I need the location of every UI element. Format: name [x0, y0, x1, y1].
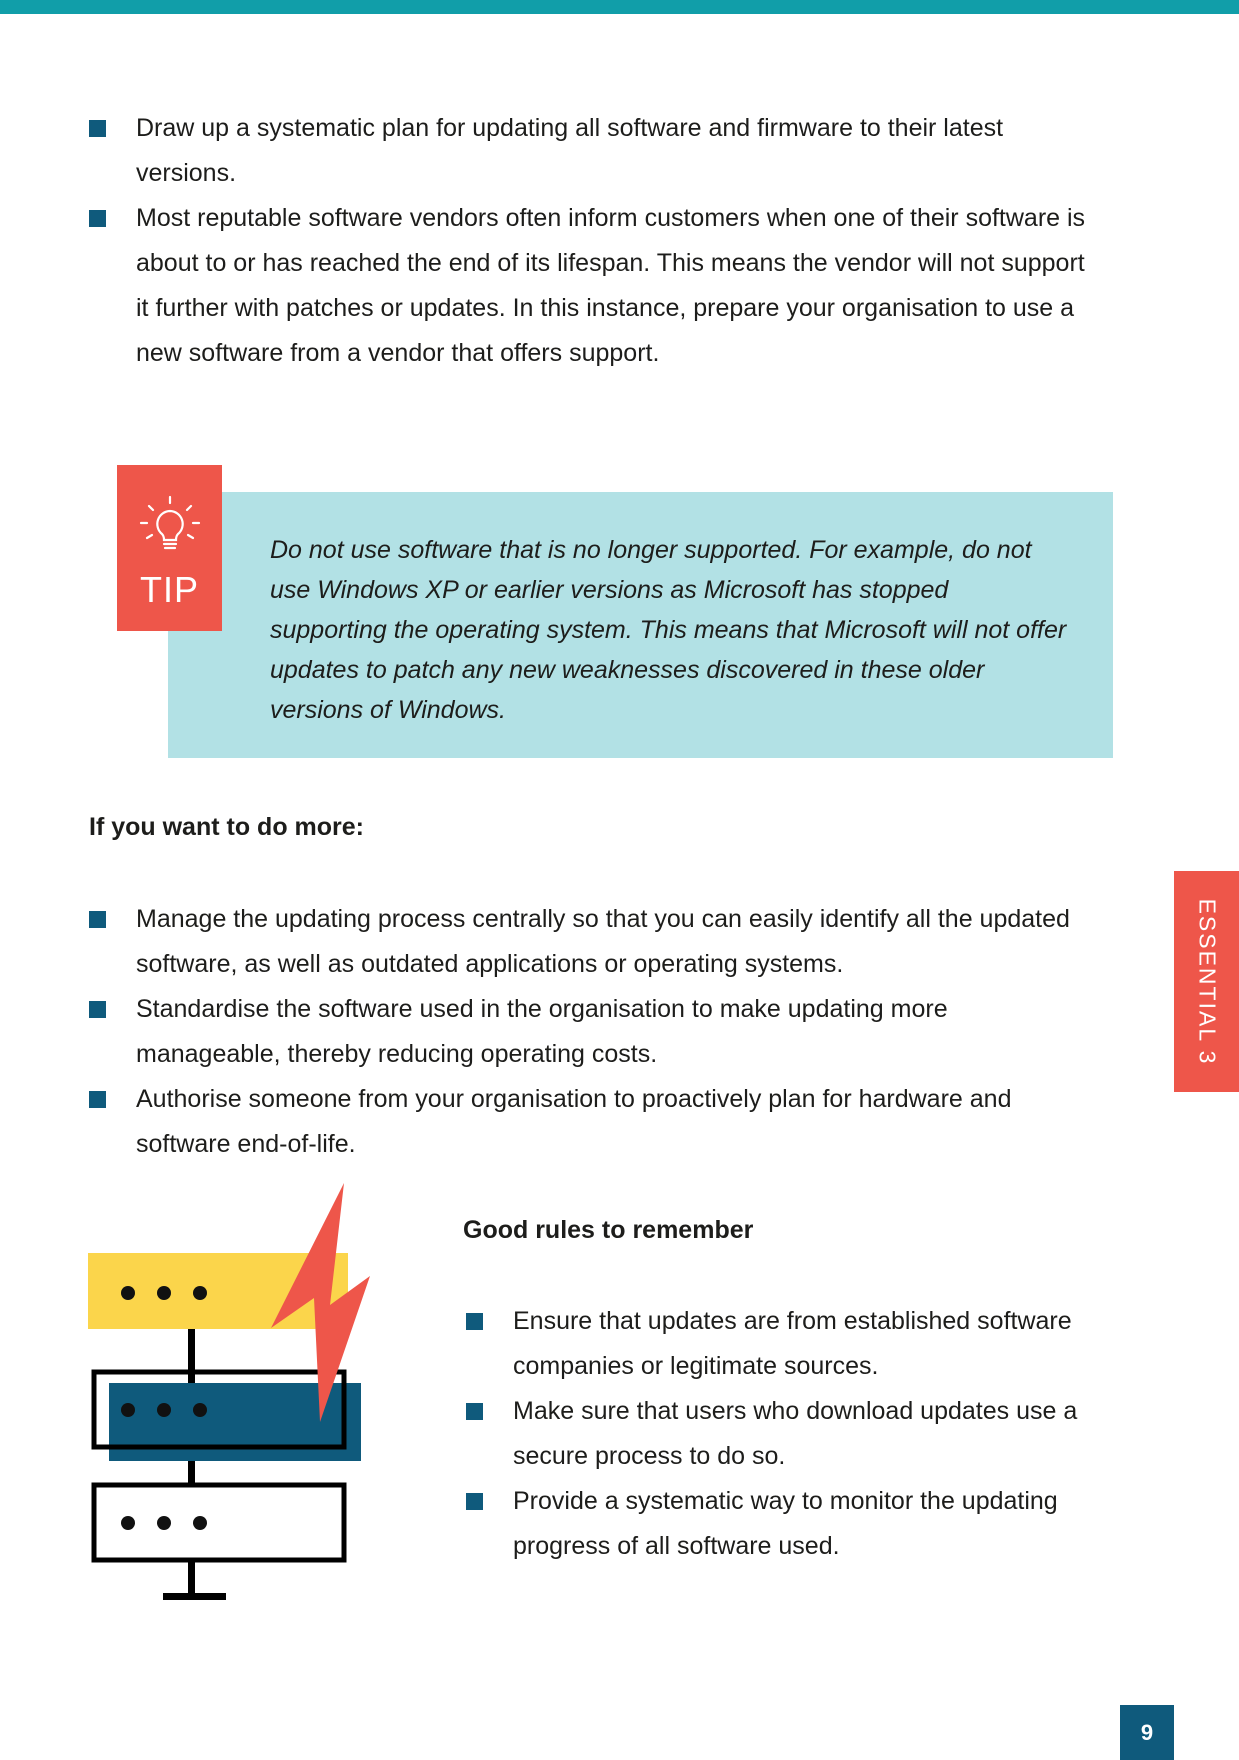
page-number: 9	[1120, 1705, 1174, 1760]
list-item	[89, 196, 1089, 376]
list-item-text: Draw up a systematic plan for updating all software and firmware to their latest versions.	[136, 114, 1004, 187]
square-bullet-icon	[89, 1091, 106, 1108]
side-tab-label: ESSENTIAL 3	[1194, 898, 1220, 1065]
list-item	[466, 1479, 1106, 1569]
list-item-text: Standardise the software used in the organisation to make updating more manageable, thereby reducing operating costs.	[136, 995, 948, 1068]
square-bullet-icon	[466, 1313, 483, 1330]
list-item	[89, 987, 1089, 1077]
section-side-tab	[1174, 871, 1239, 1092]
list-item-text: Ensure that updates are from established software companies or legitimate sources.	[513, 1307, 1072, 1380]
more-heading: If you want to do more:	[89, 813, 364, 841]
tip-box	[168, 492, 1113, 758]
tip-label: TIP	[139, 569, 199, 610]
server-lightning-illustration	[86, 1180, 386, 1610]
square-bullet-icon	[89, 1001, 106, 1018]
tip-badge	[117, 465, 222, 631]
rules-heading: Good rules to remember	[463, 1216, 754, 1244]
list-item	[466, 1299, 1106, 1389]
list-item	[89, 106, 1089, 196]
list-item-text: Manage the updating process centrally so that you can easily identify all the updated software, as well as outdated applications or operating systems.	[136, 905, 1070, 978]
square-bullet-icon	[89, 911, 106, 928]
list-item	[89, 1077, 1089, 1167]
list-item-text: Authorise someone from your organisation to proactively plan for hardware and software end-of-life.	[136, 1085, 1012, 1158]
list-item-text: Make sure that users who download updates use a secure process to do so.	[513, 1397, 1078, 1470]
square-bullet-icon	[89, 210, 106, 227]
bullet-list-top	[89, 106, 1089, 376]
list-item-text: Provide a systematic way to monitor the updating progress of all software used.	[513, 1487, 1058, 1560]
square-bullet-icon	[89, 120, 106, 137]
bullet-list-more	[89, 897, 1089, 1167]
list-item-text: Most reputable software vendors often inform customers when one of their software is about to or has reached the end of its lifespan. This means the vendor will not support it further with patches or updates. In this instance, prepare your organisation to use a new software from a vendor that offers support.	[136, 204, 1086, 367]
top-accent-bar	[0, 0, 1239, 14]
square-bullet-icon	[466, 1493, 483, 1510]
bullet-list-rules	[466, 1299, 1106, 1569]
square-bullet-icon	[466, 1403, 483, 1420]
lightbulb-icon	[135, 493, 205, 563]
tip-text: Do not use software that is no longer supported. For example, do not use Windows XP or earlier versions as Microsoft has stopped supporting the operating system. This means that Microsoft will not offer updates to patch any new weaknesses discovered in these older versions of Windows.	[270, 536, 1067, 724]
list-item	[89, 897, 1089, 987]
list-item	[466, 1389, 1106, 1479]
